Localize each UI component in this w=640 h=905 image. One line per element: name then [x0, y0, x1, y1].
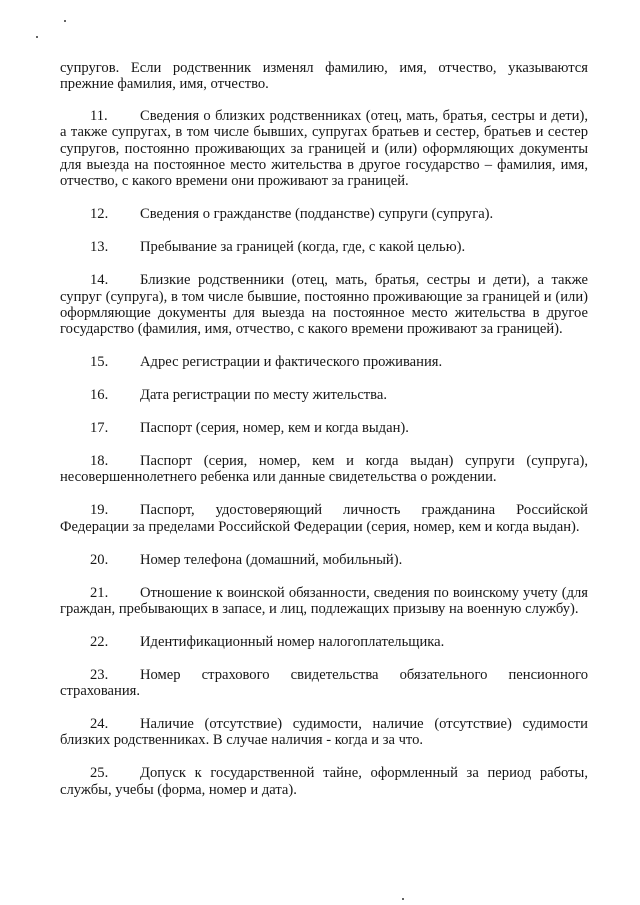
item-number: 25. [90, 765, 109, 782]
item-text: Адрес регистрации и фактического проживания. [140, 354, 443, 371]
item-text: Номер телефона (домашний, мобильный). [140, 551, 403, 568]
item-number: 23. [90, 666, 109, 683]
item-text: Пребывание за границей (когда, где, с какой целью). [140, 239, 466, 256]
item-number: 17. [90, 420, 109, 437]
lead-paragraph: супругов. Если родственник изменял фамилию, имя, отчество, указываются прежние фамилия, имя, отчество. [60, 60, 588, 93]
item-text: Сведения о гражданстве (подданстве) супруги (супруга). [140, 206, 494, 223]
item-text: Близкие родственники (отец, мать, братья, сестры и дети), а также супруг (супруга), в том числе бывшие, постоянно проживающие за границей и (или) оформляющие документы для выезда на постоянное место жительства в другое государство (фамилия, имя, отчество, с какого времени проживают за границей). [60, 272, 588, 338]
list-item [60, 453, 588, 486]
list-item [60, 502, 588, 535]
item-number: 16. [90, 387, 109, 404]
item-text: Паспорт (серия, номер, кем и когда выдан) супруги (супруга), несовершеннолетнего ребенка или данные свидетельства о рождении. [60, 453, 588, 486]
item-text: Наличие (отсутствие) судимости, наличие (отсутствие) судимости близких родственниках. В случае наличия - когда и за что. [60, 716, 588, 749]
list-item [60, 667, 588, 700]
list-item [60, 552, 588, 568]
list-item [60, 206, 588, 222]
item-number: 13. [90, 239, 109, 256]
item-text: Допуск к государственной тайне, оформленный за период работы, службы, учебы (форма, номер и дата). [60, 765, 588, 798]
item-number: 22. [90, 633, 109, 650]
list-item [60, 354, 588, 370]
list-item [60, 585, 588, 618]
list-item [60, 108, 588, 190]
list-item [60, 420, 588, 436]
scan-speck [402, 898, 404, 900]
item-number: 11. [90, 107, 108, 124]
list-item [60, 387, 588, 403]
list-item [60, 716, 588, 749]
item-text: Идентификационный номер налогоплательщика. [140, 633, 445, 650]
list-item [60, 272, 588, 338]
item-number: 24. [90, 716, 109, 733]
item-text: Паспорт, удостоверяющий личность гражданина Российской Федерации за пределами Российской Федерации (серия, номер, кем и когда выдан). [60, 502, 588, 535]
item-text: Номер страхового свидетельства обязательного пенсионного страхования. [60, 666, 588, 700]
list-item [60, 634, 588, 650]
item-number: 14. [90, 272, 109, 289]
item-list [60, 108, 588, 798]
document-body [60, 60, 588, 815]
item-text: Отношение к воинской обязанности, сведения по воинскому учету (для граждан, пребывающих в запасе, и лиц, подлежащих призыву на военную службу). [60, 584, 588, 617]
item-number: 20. [90, 551, 109, 568]
item-number: 21. [90, 584, 109, 601]
item-number: 18. [90, 453, 109, 469]
list-item [60, 765, 588, 798]
item-number: 19. [90, 502, 109, 519]
item-number: 12. [90, 206, 109, 223]
item-text: Дата регистрации по месту жительства. [140, 387, 387, 404]
item-text: Паспорт (серия, номер, кем и когда выдан). [140, 420, 409, 437]
scan-speck [36, 36, 38, 38]
list-item [60, 239, 588, 255]
item-text: Сведения о близких родственниках (отец, мать, братья, сестры и дети), а также супругах, в том числе бывших, супругах братьев и сестер, братьев и сестер супругов, постоянно проживающих за границей и (или) оформляющих документы для выезда на постоянное место жительства в другое государство – фамилия, имя, отчество, с какого времени они проживают за границей. [60, 107, 588, 190]
item-number: 15. [90, 354, 109, 371]
scan-speck [64, 20, 66, 22]
